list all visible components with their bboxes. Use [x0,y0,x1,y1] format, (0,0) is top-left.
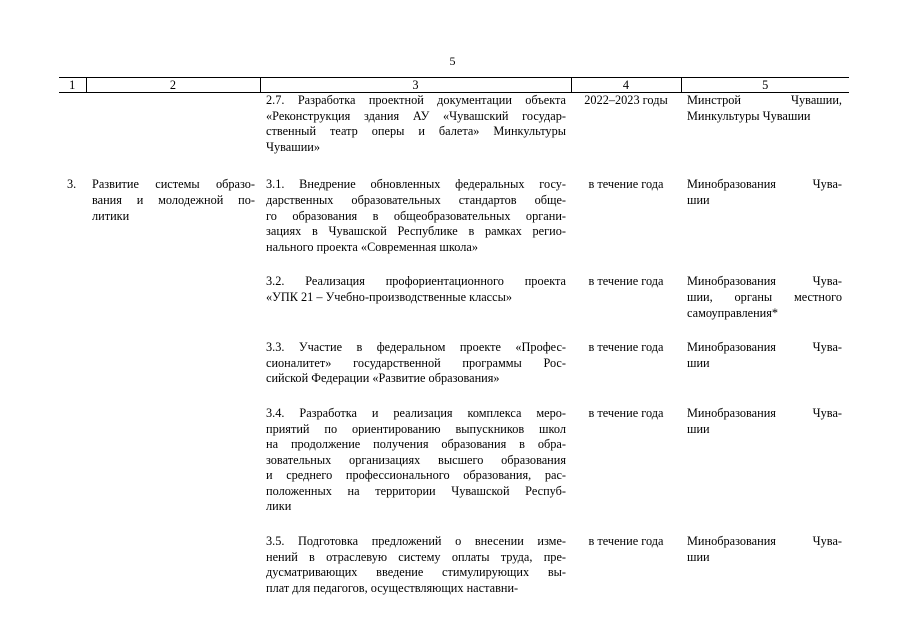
cell-number [59,406,86,534]
cell-number [59,340,86,406]
cell-number: 3. [67,177,77,192]
text-line: ственный театр оперы и балета» Минкультуры [266,124,566,139]
cell-responsible [681,406,849,534]
text-line: шии, органы местного [687,289,842,304]
text-line: нального проекта «Современная школа» [266,239,478,254]
table-row [59,340,849,406]
plan-table [59,77,849,596]
cell-responsible [681,534,849,596]
cell-direction [86,406,260,534]
table-row [59,93,849,178]
text-line: самоуправления* [687,305,779,320]
text-line: Развитие системы образо- [92,177,255,192]
text-line: шии [687,355,710,370]
text-line: Минкультуры Чувашии [687,108,811,123]
text-line: 3.4. Разработка и реализация комплекса меро- [266,405,566,420]
cell-direction [86,340,260,406]
cell-number [59,534,86,596]
text-line: 3.2. Реализация профориентационного проекта [266,274,566,289]
text-line: 3.5. Подготовка предложений о внесении изме- [266,534,566,549]
text-line: шии [687,192,710,207]
cell-period: 2022–2023 годы [584,93,668,107]
text-line: нений в отраслевую систему оплаты труда, пре- [266,549,566,564]
cell-number [59,93,86,178]
cell-responsible [681,93,849,178]
text-line: дусматривающих введение стимулирующих вы- [266,565,566,580]
cell-event [260,93,571,178]
cell-responsible [681,340,849,406]
table-row [59,177,849,274]
cell-period: в течение года [588,340,664,355]
header-cell: 4 [571,78,681,93]
cell-number [59,274,86,340]
text-line: Минобразования Чува- [687,534,842,549]
text-line: зациях в Чувашской Республике в рамках регио- [266,224,566,239]
cell-direction [86,177,260,274]
header-cell: 2 [86,78,260,93]
cell-direction [86,93,260,178]
cell-event [260,406,571,534]
text-line: Чувашии» [266,139,321,154]
cell-period: в течение года [588,274,664,289]
cell-period: в течение года [588,405,664,420]
table-body [59,93,849,597]
cell-responsible [681,177,849,274]
cell-event [260,274,571,340]
header-cell: 5 [681,78,849,93]
cell-direction [86,534,260,596]
cell-responsible [681,274,849,340]
text-line: Минобразования Чува- [687,274,842,289]
table-row [59,274,849,340]
text-line: вания и молодежной по- [92,192,255,207]
text-line: 3.1. Внедрение обновленных федеральных госу- [266,177,566,192]
text-line: дарственных образовательных стандартов обще- [266,192,566,207]
text-line: Минобразования Чува- [687,340,842,355]
text-line: плат для педагогов, осуществляющих наставни- [266,580,519,595]
cell-period: в течение года [588,177,664,192]
text-line: «Реконструкция здания АУ «Чувашский государ- [266,108,566,123]
table-row [59,406,849,534]
text-line: положенных на территории Чувашской Респуб- [266,483,566,498]
cell-event [260,177,571,274]
text-line: шии [687,421,710,436]
table-header-row [59,78,849,93]
text-line: 3.3. Участие в федеральном проекте «Профес- [266,340,566,355]
text-line: шии [687,549,710,564]
text-line: лики [266,499,292,514]
text-line: сионалитет» государственной программы Рос- [266,355,566,370]
text-line: на продолжение получения образования в обра- [266,437,566,452]
cell-event [260,534,571,596]
text-line: го образования в общеобразовательных органи- [266,208,566,223]
text-line: 2.7. Разработка проектной документации объекта [266,93,566,107]
text-line: Минстрой Чувашии, [687,93,842,107]
text-line: Минобразования Чува- [687,405,842,420]
text-line: «УПК 21 – Учебно-производственные классы» [266,289,512,304]
page-number: 5 [449,54,456,68]
text-line: зовательных организациях высшего образования [266,452,566,467]
cell-event [260,340,571,406]
text-line: и среднего профессионального образования, рас- [266,468,566,483]
text-line: литики [92,208,130,223]
cell-period: в течение года [588,534,664,549]
table-row [59,534,849,596]
cell-direction [86,274,260,340]
text-line: Минобразования Чува- [687,177,842,192]
header-cell: 1 [59,78,86,93]
text-line: приятий по ориентированию выпускников школ [266,421,566,436]
header-cell: 3 [260,78,571,93]
text-line: сийской Федерации «Развитие образования» [266,371,500,386]
